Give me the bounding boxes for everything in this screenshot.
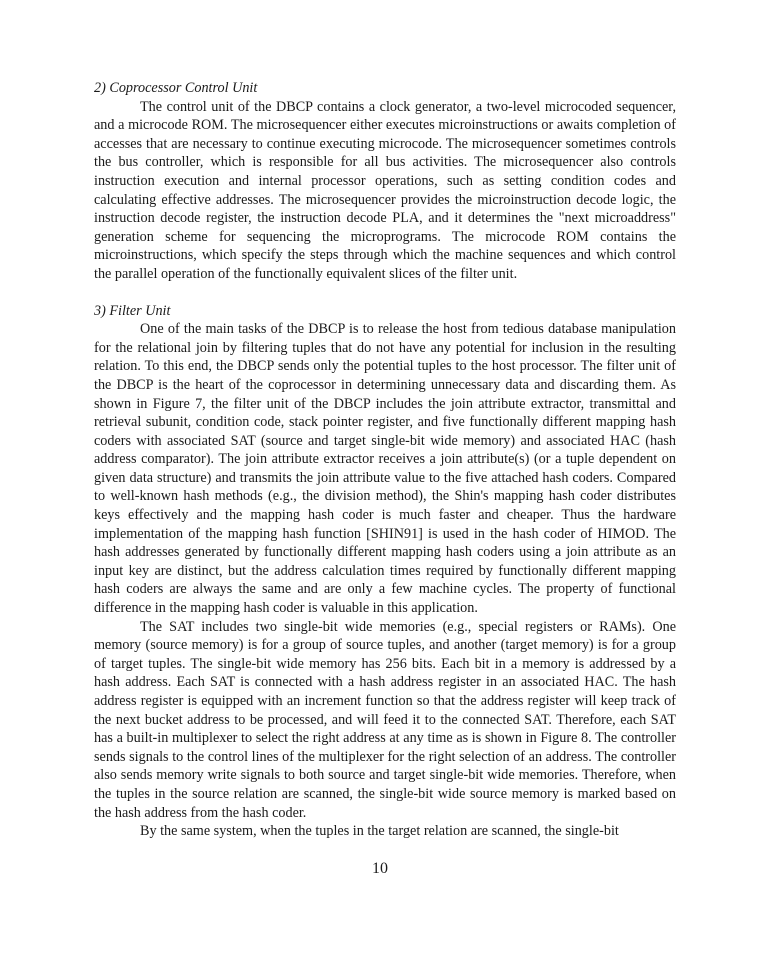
section-spacer (94, 284, 676, 302)
paragraph: One of the main tasks of the DBCP is to release the host from tedious database manipulation for the relational join by filtering tuples that do not have any potential for inclusion in the resulting relation. To this end, the DBCP sends only the potential tuples to the host processor. The filter unit of the DBCP is the heart of the coprocessor in determining unnecessary data and discarding them. As shown in Figure 7, the filter unit of the DBCP includes the join attribute extractor, transmittal and retrieval subunit, condition code, stack pointer register, and five functionally different mapping hash coders with associated SAT (source and target single-bit wide memory) and associated HAC (hash address comparator). The join attribute extractor receives a join attribute(s) (or a tuple dependent on given data structure) and transmits the join attribute value to the five attached hash coders. Compared to well-known hash methods (e.g., the division method), the Shin's mapping hash coder distributes keys effectively and the mapping hash coder is much faster and cheaper. Thus the hardware implementation of the mapping hash function [SHIN91] is used in the hash coder of HIMOD. The hash addresses generated by functionally different mapping hash coders using a join attribute as an input key are distinct, but the address calculation times required by functionally different mapping hash coders are always the same and are only a few machine cycles. The property of functional difference in the mapping hash coder is valuable in this application. (94, 321, 676, 617)
page-number: 10 (372, 860, 388, 877)
paragraph: The control unit of the DBCP contains a clock generator, a two-level microcoded sequencer, and a microcode ROM. The microsequencer either executes microinstructions or awaits completion of accesses that are necessary to continue executing microcode. The microsequencer sometimes controls the bus controller, which is responsible for all bus activities. The microsequencer also controls instruction execution and internal processor operations, such as setting condition codes and calculating effective addresses. The microsequencer provides the microinstruction decode logic, the instruction decode register, the instruction decode PLA, and it determines the "next microaddress" generation scheme for sequencing the microprograms. The microcode ROM contains the microinstructions, which specify the steps through which the machine sequences and which control the parallel operation of the functionally equivalent slices of the filter unit. (94, 98, 676, 282)
section-filter-unit (94, 302, 676, 841)
paragraph: The SAT includes two single-bit wide memories (e.g., special registers or RAMs). One memory (source memory) is for a group of source tuples, and another (target memory) is for a group of target tuples. The single-bit wide memory has 256 bits. Each bit in a memory is addressed by a hash address. Each SAT is connected with a hash address register in an associated HAC. The hash address register is equipped with an increment function so that the address register will keep track of the next bucket address to be processed, and will feed it to the connected SAT. Therefore, each SAT has a built-in multiplexer to select the right address at any time as is shown in Figure 8. The controller sends signals to the control lines of the multiplexer for the right selection of an address. The controller also sends memory write signals to both source and target single-bit wide memories. Therefore, when the tuples in the source relation are scanned, the single-bit wide source memory is marked based on the hash address from the hash coder. (94, 618, 676, 821)
document-page (94, 79, 676, 841)
section-coprocessor-control-unit (94, 79, 676, 284)
section-heading: 3) Filter Unit (94, 302, 171, 319)
paragraph: By the same system, when the tuples in the target relation are scanned, the single-bit (140, 823, 619, 840)
section-heading: 2) Coprocessor Control Unit (94, 80, 258, 96)
